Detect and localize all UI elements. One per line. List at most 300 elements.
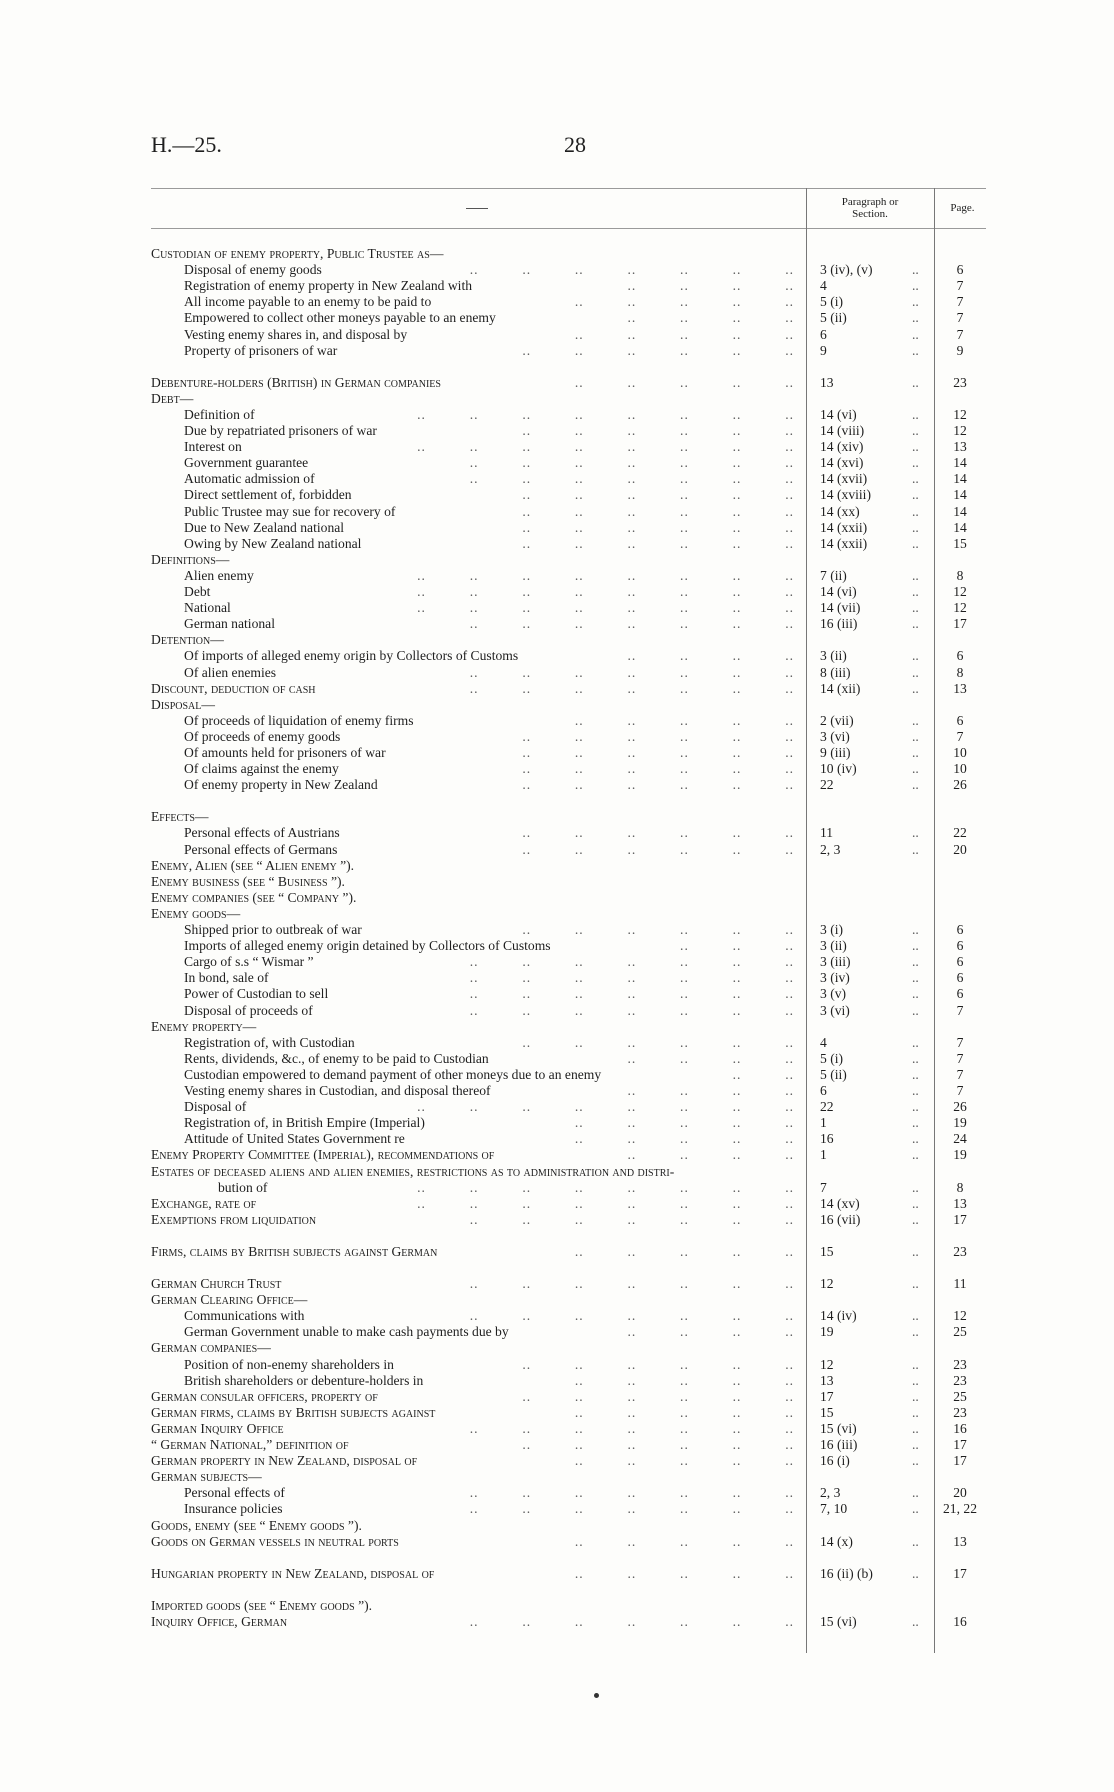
index-subentry: Of alien enemies — [184, 664, 277, 680]
leader-dots: .. — [912, 1243, 919, 1259]
index-row — [0, 1566, 1114, 1582]
leader-dots: .. — [912, 1437, 919, 1452]
page-ref: 10 — [953, 761, 967, 777]
page-ref: 8 — [956, 567, 964, 583]
index-row — [0, 600, 1114, 616]
index-heading: Goods on German vessels in neutral ports — [151, 1533, 399, 1549]
page-ref: 10 — [953, 745, 967, 760]
index-heading: Imported goods (see “ Enemy goods ”). — [151, 1597, 373, 1613]
page-ref: 7 — [956, 278, 964, 294]
leader-dots: .. .. .. .. .. .. .. — [469, 970, 794, 986]
index-row — [0, 1614, 1114, 1630]
index-subentry: Disposal of enemy goods — [184, 262, 322, 278]
paragraph-ref: 14 (viii) — [820, 423, 865, 438]
leader-dots: .. .. .. .. .. .. — [522, 825, 794, 841]
index-heading: Estates of deceased aliens and alien enemies, restrictions as to administration and distri- — [151, 1163, 675, 1179]
leader-dots: .. — [912, 262, 919, 278]
index-subentry: Due to New Zealand national — [184, 519, 345, 535]
paragraph-ref: 7 (ii) — [820, 567, 847, 583]
page-ref: 23 — [953, 1356, 967, 1372]
paragraph-ref: 3 (ii) — [820, 648, 847, 664]
index-row — [0, 1115, 1114, 1131]
index-row — [0, 278, 1114, 294]
leader-dots: .. .. .. .. .. .. .. .. — [417, 1179, 794, 1195]
index-subentry: Custodian empowered to demand payment of other moneys due to an enemy — [184, 1066, 602, 1082]
page-ref: 23 — [953, 1243, 967, 1259]
index-row — [0, 1308, 1114, 1324]
index-subentry: British shareholders or debenture-holders in — [184, 1372, 424, 1388]
index-heading: Detention— — [151, 632, 224, 648]
leader-dots: .. — [912, 1066, 919, 1082]
page-ref: 17 — [953, 1211, 967, 1227]
leader-dots: .. .. .. .. .. .. .. .. — [417, 1195, 794, 1211]
page-ref: 13 — [953, 439, 967, 455]
index-subentry: Automatic admission of — [184, 471, 315, 487]
index-row — [0, 1180, 1114, 1196]
page-ref: 23 — [953, 1404, 967, 1420]
index-row — [0, 1340, 1114, 1356]
index-subentry: bution of — [218, 1179, 268, 1195]
leader-dots: .. .. .. .. .. — [574, 1131, 794, 1147]
index-heading: Discount, deduction of cash — [151, 680, 316, 696]
index-row — [0, 874, 1114, 890]
leader-dots: .. — [912, 680, 919, 696]
leader-dots: .. .. .. .. .. .. — [522, 728, 794, 744]
paragraph-ref: 8 (iii) — [820, 664, 851, 680]
leader-dots: .. .. .. .. .. .. — [522, 342, 794, 358]
page-ref: 22 — [953, 825, 967, 841]
leader-dots: .. — [912, 535, 919, 551]
paragraph-ref: 5 (i) — [820, 1050, 844, 1066]
leader-dots: .. .. — [732, 1066, 794, 1082]
leader-dots: .. .. .. .. .. .. .. — [469, 1613, 794, 1629]
index-subentry: German national — [184, 616, 275, 632]
paragraph-ref: 6 — [820, 1083, 827, 1098]
paragraph-ref: 16 (iii) — [820, 1437, 858, 1452]
leader-dots: .. — [912, 1565, 919, 1581]
document-reference: H.—25. — [151, 132, 222, 157]
leader-dots: .. — [912, 439, 919, 455]
index-heading: Effects— — [151, 809, 209, 825]
page-ref: 26 — [953, 777, 967, 793]
index-heading: German Clearing Office— — [151, 1292, 308, 1308]
index-row — [0, 504, 1114, 520]
leader-dots: .. — [912, 1372, 919, 1388]
index-row — [0, 584, 1114, 600]
paragraph-ref: 14 (vi) — [820, 584, 857, 599]
index-row — [0, 423, 1114, 439]
page-column-header: Page. — [950, 202, 975, 214]
page-ref: 12 — [953, 406, 967, 422]
leader-dots: .. .. .. .. .. .. — [522, 423, 794, 438]
page-ref: 6 — [956, 986, 964, 1002]
index-row — [0, 1276, 1114, 1292]
index-row — [0, 1292, 1114, 1308]
index-subentry: Cargo of s.s “ Wismar ” — [184, 954, 314, 970]
leader-dots: .. .. .. .. .. .. .. — [469, 664, 794, 680]
leader-dots: .. — [912, 374, 919, 390]
page-ref: 8 — [956, 664, 964, 680]
index-row — [0, 568, 1114, 584]
leader-dots: .. — [912, 294, 919, 310]
leader-dots: .. .. .. .. .. .. — [522, 841, 794, 857]
paragraph-ref: 16 (ii) (b) — [820, 1565, 873, 1581]
leader-dots: .. .. .. .. .. .. — [522, 1388, 794, 1404]
leader-dots: .. — [912, 1356, 919, 1372]
leader-dots: .. — [912, 1147, 919, 1163]
leader-dots: .. .. .. .. — [627, 278, 794, 294]
paragraph-ref: 1 — [820, 1115, 827, 1131]
index-subentry: Of amounts held for prisoners of war — [184, 745, 386, 760]
page-ref: 7 — [956, 294, 964, 310]
paragraph-ref: 14 (xx) — [820, 503, 860, 519]
index-heading: Firms, claims by British subjects against German — [151, 1243, 438, 1259]
page-ref: 6 — [956, 712, 964, 728]
index-row — [0, 343, 1114, 359]
index-subentry: Definition of — [184, 406, 255, 422]
page-ref: 6 — [956, 954, 964, 970]
page-ref: 11 — [953, 1276, 967, 1291]
index-row — [0, 1357, 1114, 1373]
leader-dots: .. — [912, 954, 919, 970]
leader-dots: .. .. .. .. — [627, 1147, 794, 1163]
leader-dots: .. .. .. .. .. .. .. — [469, 1420, 794, 1436]
leader-dots: .. — [912, 584, 919, 599]
paragraph-ref: 14 (xiv) — [820, 439, 864, 455]
page-ref: 26 — [953, 1099, 967, 1115]
leader-dots: .. — [912, 1195, 919, 1211]
leader-dots: .. — [912, 310, 919, 326]
leader-dots: .. — [912, 487, 919, 503]
leader-dots: .. — [912, 745, 919, 760]
paragraph-ref: 14 (vii) — [820, 600, 861, 616]
paragraph-ref: 7, 10 — [820, 1501, 848, 1517]
page-ref: 14 — [953, 487, 967, 503]
paragraph-ref: 14 (xv) — [820, 1195, 860, 1211]
leader-dots: .. .. .. .. .. .. .. — [469, 1211, 794, 1227]
page-ref: 19 — [953, 1115, 967, 1131]
paragraph-ref: 19 — [820, 1324, 834, 1340]
leader-dots: .. .. .. .. .. .. — [522, 1034, 794, 1050]
index-heading: Inquiry Office, German — [151, 1613, 288, 1629]
index-subentry: Registration of, in British Empire (Imperial) — [184, 1115, 425, 1131]
index-subentry: Personal effects of Germans — [184, 841, 338, 857]
paragraph-ref: 6 — [820, 326, 827, 342]
paragraph-ref: 14 (xii) — [820, 680, 861, 696]
index-row — [0, 1212, 1114, 1228]
page-ref: 6 — [956, 922, 964, 937]
index-heading: Goods, enemy (see “ Enemy goods ”). — [151, 1517, 362, 1533]
leader-dots: .. — [912, 1404, 919, 1420]
paragraph-ref: 22 — [820, 777, 834, 793]
paragraph-ref: 3 (vi) — [820, 1002, 850, 1018]
index-subentry: Owing by New Zealand national — [184, 535, 362, 551]
index-heading: Disposal— — [151, 696, 215, 712]
index-row — [0, 1147, 1114, 1163]
leader-dots: .. .. .. .. .. .. — [522, 519, 794, 535]
paragraph-ref: 3 (i) — [820, 922, 844, 937]
index-subentry: Property of prisoners of war — [184, 342, 338, 358]
paragraph-ref: 15 (vi) — [820, 1420, 857, 1436]
index-subentry: Power of Custodian to sell — [184, 986, 329, 1002]
leader-dots: .. .. .. .. .. — [574, 1115, 794, 1131]
index-subentry: Vesting enemy shares in Custodian, and disposal thereof — [184, 1083, 491, 1098]
index-row — [0, 922, 1114, 938]
leader-dots: .. .. .. .. .. .. .. — [469, 455, 794, 471]
index-row — [0, 697, 1114, 713]
paragraph-ref: 9 — [820, 342, 827, 358]
leader-dots: .. — [912, 1050, 919, 1066]
index-subentry: Public Trustee may sue for recovery of — [184, 503, 396, 519]
index-subentry: Empowered to collect other moneys payable to an enemy — [184, 310, 496, 326]
index-row — [0, 1099, 1114, 1115]
paragraph-ref: 14 (xvii) — [820, 471, 868, 487]
index-subentry: In bond, sale of — [184, 970, 269, 986]
leader-dots: .. — [912, 278, 919, 294]
index-row — [0, 1019, 1114, 1035]
leader-dots: .. .. .. .. .. .. .. — [469, 1485, 794, 1501]
page-ref: 13 — [953, 680, 967, 696]
paragraph-ref: 12 — [820, 1356, 834, 1372]
index-heading: Debenture-holders (British) in German companies — [151, 374, 441, 390]
index-subentry: Personal effects of Austrians — [184, 825, 340, 841]
index-row — [0, 1421, 1114, 1437]
paragraph-ref: 14 (xxii) — [820, 535, 868, 551]
leader-dots: .. — [912, 1083, 919, 1098]
index-heading: German subjects— — [151, 1469, 262, 1485]
leader-dots: .. — [912, 423, 919, 438]
index-heading: German Church Trust — [151, 1276, 282, 1291]
leader-dots: .. .. .. .. — [627, 1083, 794, 1098]
index-heading: German firms, claims by British subjects against — [151, 1404, 436, 1420]
page-ref: 13 — [953, 1533, 967, 1549]
page-ref: 14 — [953, 455, 967, 471]
leader-dots: .. — [912, 712, 919, 728]
page-ref: 7 — [956, 326, 964, 342]
page-ref: 6 — [956, 970, 964, 986]
paragraph-ref: 4 — [820, 1034, 827, 1050]
index-row — [0, 520, 1114, 536]
paragraph-ref: 9 (iii) — [820, 745, 851, 760]
index-subentry: Insurance policies — [184, 1501, 283, 1517]
index-row — [0, 1003, 1114, 1019]
index-heading: Hungarian property in New Zealand, disposal of — [151, 1565, 435, 1581]
index-row — [0, 552, 1114, 568]
page-ref: 19 — [953, 1147, 967, 1163]
index-heading: Enemy business (see “ Business ”). — [151, 873, 345, 889]
paragraph-ref: 16 (vii) — [820, 1211, 861, 1227]
page-ref: 8 — [956, 1179, 964, 1195]
index-subentry: Imports of alleged enemy origin detained by Collectors of Customs — [184, 938, 551, 954]
paragraph-ref: 5 (ii) — [820, 1066, 847, 1082]
index-subentry: National — [184, 600, 231, 616]
leader-dots: .. .. .. .. .. .. .. .. — [417, 1099, 794, 1115]
page-ref: 7 — [956, 728, 964, 744]
paragraph-ref: 7 — [820, 1179, 827, 1195]
index-row — [0, 1083, 1114, 1099]
page-ref: 24 — [953, 1131, 967, 1147]
index-row — [0, 713, 1114, 729]
index-row — [0, 407, 1114, 423]
index-row — [0, 858, 1114, 874]
leader-dots: .. .. .. .. .. — [574, 1565, 794, 1581]
leader-dots: .. — [912, 761, 919, 777]
page-ref: 6 — [956, 262, 964, 278]
index-row — [0, 986, 1114, 1002]
leader-dots: .. .. .. .. .. — [574, 374, 794, 390]
index-row — [0, 1598, 1114, 1614]
page-ref: 17 — [953, 1453, 967, 1469]
index-row — [0, 1196, 1114, 1212]
leader-dots: .. .. .. .. .. .. — [522, 777, 794, 793]
index-row — [0, 665, 1114, 681]
leader-dots: .. — [912, 922, 919, 937]
index-heading: Exemptions from liquidation — [151, 1211, 317, 1227]
paragraph-ref: 14 (vi) — [820, 406, 857, 422]
paragraph-ref: 2 (vii) — [820, 712, 854, 728]
leader-dots: .. — [912, 519, 919, 535]
paragraph-ref: 1 — [820, 1147, 827, 1163]
paragraph-ref: 13 — [820, 1372, 834, 1388]
page-ref: 7 — [956, 1002, 964, 1018]
index-subentry: All income payable to an enemy to be paid to — [184, 294, 432, 310]
leader-dots: .. — [912, 664, 919, 680]
index-row — [0, 616, 1114, 632]
leader-dots: .. — [912, 1388, 919, 1404]
page-ref: 14 — [953, 503, 967, 519]
index-subentry: Registration of enemy property in New Zealand with — [184, 278, 473, 294]
index-row — [0, 1131, 1114, 1147]
leader-dots: .. .. .. .. .. .. — [522, 761, 794, 777]
leader-dots: .. .. .. .. .. — [574, 1453, 794, 1469]
index-subentry: Of enemy property in New Zealand — [184, 777, 378, 793]
index-heading: “ German National,” definition of — [151, 1437, 349, 1452]
index-row — [0, 1437, 1114, 1453]
leader-dots: .. — [912, 1034, 919, 1050]
page-ref: 16 — [953, 1420, 967, 1436]
paragraph-ref: 2, 3 — [820, 1485, 841, 1501]
index-row — [0, 1164, 1114, 1180]
leader-dots: .. — [912, 648, 919, 664]
index-row — [0, 842, 1114, 858]
paragraph-column-header: Paragraph or Section. — [841, 196, 899, 220]
index-row — [0, 1035, 1114, 1051]
index-row — [0, 1324, 1114, 1340]
page-ref: 12 — [953, 423, 967, 438]
paragraph-ref: 17 — [820, 1388, 834, 1404]
leader-dots: .. — [912, 1613, 919, 1629]
leader-dots: .. — [912, 406, 919, 422]
leader-dots: .. — [912, 503, 919, 519]
leader-dots: .. .. .. .. .. .. — [522, 487, 794, 503]
leader-dots: .. .. .. .. .. .. .. — [469, 986, 794, 1002]
index-row — [0, 487, 1114, 503]
leader-dots: .. .. .. .. .. .. — [522, 745, 794, 760]
index-subentry: Interest on — [184, 439, 242, 455]
page-ref: 12 — [953, 1308, 967, 1324]
index-heading: Definitions— — [151, 551, 230, 567]
paragraph-ref: 14 (x) — [820, 1533, 853, 1549]
paragraph-ref: 22 — [820, 1099, 834, 1115]
leader-dots: .. — [912, 1308, 919, 1324]
leader-dots: .. — [912, 970, 919, 986]
index-row — [0, 632, 1114, 648]
index-heading: German property in New Zealand, disposal of — [151, 1453, 418, 1469]
page-ref: 20 — [953, 841, 967, 857]
leader-dots: .. — [912, 1131, 919, 1147]
leader-dots: .. — [912, 1179, 919, 1195]
index-row — [0, 1453, 1114, 1469]
leader-dots: .. .. .. .. .. .. .. .. — [417, 584, 794, 599]
paragraph-ref: 2, 3 — [820, 841, 841, 857]
index-subentry: Shipped prior to outbreak of war — [184, 922, 362, 937]
leader-dots: .. .. .. .. — [627, 310, 794, 326]
index-row — [0, 1373, 1114, 1389]
leader-dots: .. .. .. .. .. .. — [522, 1356, 794, 1372]
index-row — [0, 536, 1114, 552]
page-ref: 23 — [953, 1372, 967, 1388]
page-ref: 7 — [956, 310, 964, 326]
leader-dots: .. — [912, 600, 919, 616]
paragraph-ref: 16 (i) — [820, 1453, 850, 1469]
leader-dots: .. .. .. .. .. .. .. — [469, 954, 794, 970]
leader-dots: .. .. .. .. .. .. .. — [469, 1501, 794, 1517]
index-subentry: Of claims against the enemy — [184, 761, 339, 777]
page-mark — [594, 1693, 599, 1698]
index-subentry: Vesting enemy shares in, and disposal by — [184, 326, 408, 342]
paragraph-ref: 15 — [820, 1404, 834, 1420]
index-subentry: Communications with — [184, 1308, 305, 1324]
leader-dots: .. — [912, 1099, 919, 1115]
paragraph-ref: 3 (iii) — [820, 954, 851, 970]
index-subentry: German Government unable to make cash payments due by — [184, 1324, 509, 1340]
paragraph-ref: 13 — [820, 374, 834, 390]
leader-dots: .. — [912, 938, 919, 954]
index-subentry: Of imports of alleged enemy origin by Collectors of Customs — [184, 648, 519, 664]
index-row — [0, 777, 1114, 793]
index-row — [0, 1469, 1114, 1485]
leader-dots: .. — [912, 342, 919, 358]
leader-dots: .. — [912, 1420, 919, 1436]
index-row — [0, 391, 1114, 407]
leader-dots: .. .. .. .. .. — [574, 326, 794, 342]
leader-dots: .. — [912, 1501, 919, 1517]
index-row — [0, 761, 1114, 777]
index-subentry: Of proceeds of enemy goods — [184, 728, 341, 744]
page-ref: 7 — [956, 1034, 964, 1050]
page-ref: 13 — [953, 1195, 967, 1211]
index-row — [0, 1501, 1114, 1517]
index-heading: German consular officers, property of — [151, 1388, 378, 1404]
page-ref: 17 — [953, 1437, 967, 1452]
page-ref: 7 — [956, 1066, 964, 1082]
index-row — [0, 954, 1114, 970]
leader-dots: .. .. .. .. .. — [574, 1533, 794, 1549]
paragraph-ref: 4 — [820, 278, 827, 294]
leader-dots: .. — [912, 728, 919, 744]
paragraph-ref: 3 (iv) — [820, 970, 850, 986]
paragraph-ref: 10 (iv) — [820, 761, 857, 777]
index-subentry: Registration of, with Custodian — [184, 1034, 355, 1050]
index-row — [0, 681, 1114, 697]
leader-dots: .. — [912, 825, 919, 841]
page-ref: 17 — [953, 616, 967, 632]
leader-dots: .. .. .. — [680, 938, 794, 954]
index-row — [0, 906, 1114, 922]
leader-dots: .. .. .. .. .. .. .. .. — [417, 600, 794, 616]
page-number: 28 — [564, 132, 586, 157]
index-subentry: Disposal of — [184, 1099, 247, 1115]
